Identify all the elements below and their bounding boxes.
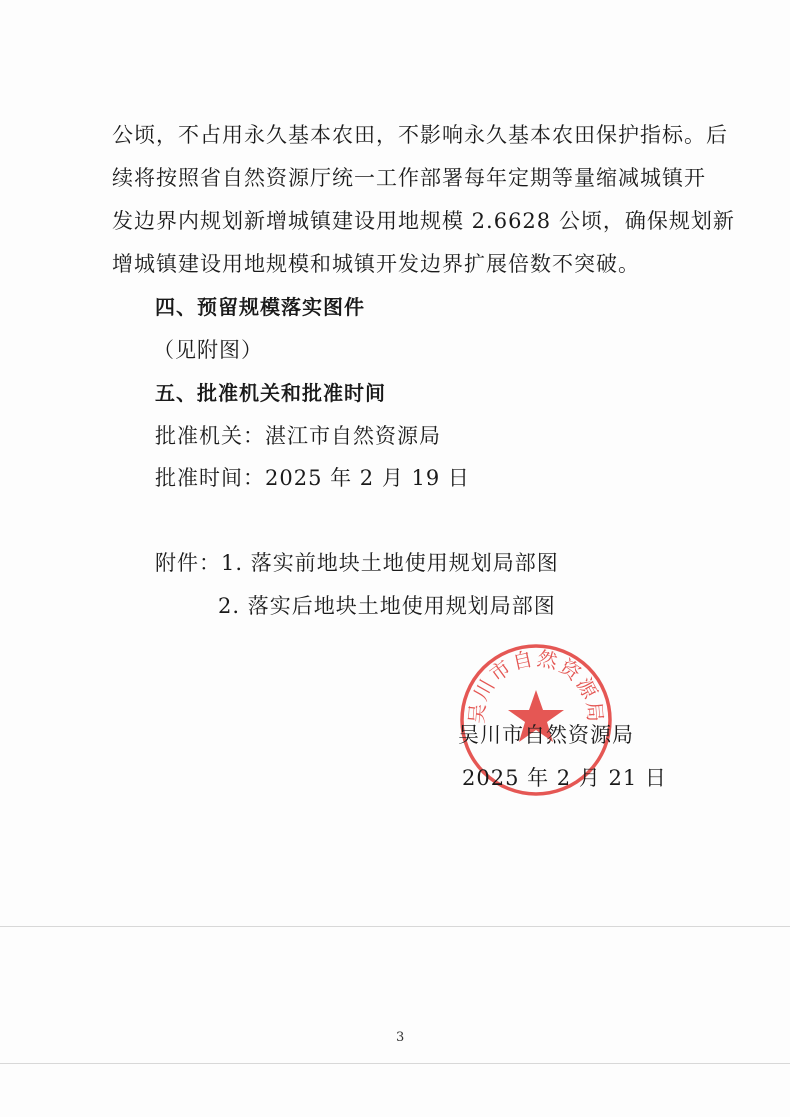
- signing-date: 2025 年 2 月 21 日: [462, 766, 667, 790]
- svg-text:吴川市自然资源局: 吴川市自然资源局: [464, 645, 608, 725]
- section-4-heading: 四、预留规模落实图件: [155, 295, 365, 319]
- attachment-item-2: 2. 落实后地块土地使用规划局部图: [218, 594, 556, 618]
- paragraph-line-4: 增城镇建设用地规模和城镇开发边界扩展倍数不突破。: [112, 252, 640, 276]
- signing-organization: 吴川市自然资源局: [458, 723, 634, 747]
- attachment-item-1: 附件：1. 落实前地块土地使用规划局部图: [155, 551, 559, 575]
- paragraph-line-2: 续将按照省自然资源厅统一工作部署每年定期等量缩减城镇开: [112, 166, 706, 190]
- section-4-text: （见附图）: [153, 338, 263, 362]
- scan-line: [0, 926, 790, 927]
- approval-time: 批准时间：2025 年 2 月 19 日: [155, 466, 470, 490]
- paragraph-line-1: 公顷，不占用永久基本农田，不影响永久基本农田保护指标。后: [112, 123, 728, 147]
- paragraph-line-3: 发边界内规划新增城镇建设用地规模 2.6628 公顷，确保规划新: [112, 209, 735, 233]
- section-5-heading: 五、批准机关和批准时间: [155, 381, 386, 405]
- approval-authority: 批准机关：湛江市自然资源局: [155, 424, 441, 448]
- page-number: 3: [396, 1030, 405, 1045]
- scan-line: [0, 1063, 790, 1064]
